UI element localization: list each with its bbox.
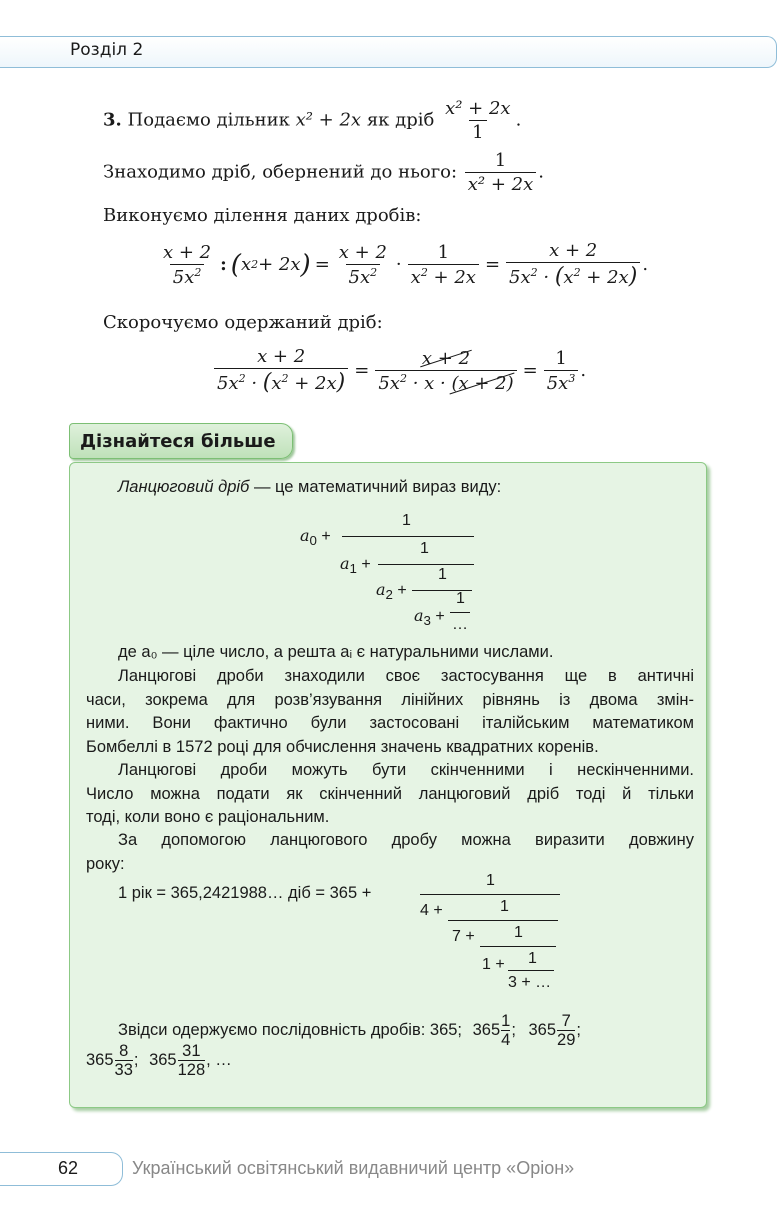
inverse-fraction: $\frac{1}{\text{x² + 2x}}$ [465, 150, 537, 195]
paragraph-1: Ланцюгові дроби знаходили своє застосування ще в античні часи, зокрема для розв’язування лінійних рівнянь із двома змін- ними. Вони фактично були застосовані італійським математиком Бомбеллі в 1572 році для обчислення значень квадратних коренів. [86, 667, 694, 756]
inverse-line: Знаходимо дріб, обернений до нього: $\frac{1}{\text{x² + 2x}}$ . [103, 150, 545, 195]
step-number: 3. [103, 109, 122, 131]
year-equation-lhs: 1 рік = 365,2421988… діб = 365 + [118, 884, 372, 902]
divisor-fraction: $\frac{\text{x² + 2x}}{1}$ [445, 98, 511, 143]
division-equation: $\frac{x + 2}{5x^2}$ : ( x 2 + 2x ) = $\frac{x + 2}{5x^2}$ · $\frac{1}{x^2 + 2x}$ = $\frac{x + 2}{5x^2 \cdot (x^2 + 2x)}$ . [163, 240, 649, 289]
learn-more-title: Дізнайтеся більше [69, 423, 293, 459]
year-continued-fraction: 1 4 + 1 7 + 1 1 + 1 3 + … [420, 870, 570, 1000]
step3-line: 3. Подаємо дільник x² + 2x як дріб $\frac{\text{x² + 2x}}{1}$ . [103, 98, 522, 143]
reduce-equation: $\frac{x + 2}{5x^2 \cdot (x^2 + 2x)}$ = $\frac{x + 2}{5x^2 \cdot x \cdot (x + 2)}$ = $\frac{1}{5x^3}$ . [212, 346, 586, 395]
continued-fraction: $a_0$ + 1 $a_1$ + 1 $a_2$ + 1 1 $a_3$ + … [300, 512, 480, 642]
division-text: Виконуємо ділення даних дробів: [103, 205, 422, 226]
chapter-title: Розділ 2 [70, 40, 144, 60]
reduce-text: Скорочуємо одержаний дріб: [103, 312, 383, 333]
page-number: 62 [58, 1158, 79, 1178]
definition-line: Ланцюговий дріб — це математичний вираз виду: [118, 478, 502, 496]
publisher-name: Український освітянський видавничий центр «Оріон» [132, 1158, 575, 1178]
paragraph-3: За допомогою ланцюгового дробу можна виразити довжину року: [86, 831, 694, 873]
paragraph-2: Ланцюгові дроби можуть бути скінченними і нескінченними. Число можна подати як скінченний ланцюговий дріб тоді й тільки тоді, коли воно є раціональним. [86, 761, 694, 826]
sequence-line-2: 365 $\frac{8}{33}$ ; 365 $\frac{31}{128}$ , … [86, 1042, 232, 1080]
sequence-line-1: Звідси одержуємо послідовність дробів: 365; 365 $\frac{1}{4}$ ; 365 $\frac{7}{29}$ ; [118, 1012, 581, 1050]
where-line: де a₀ — ціле число, а решта aᵢ є натуральними числами. [118, 643, 554, 661]
